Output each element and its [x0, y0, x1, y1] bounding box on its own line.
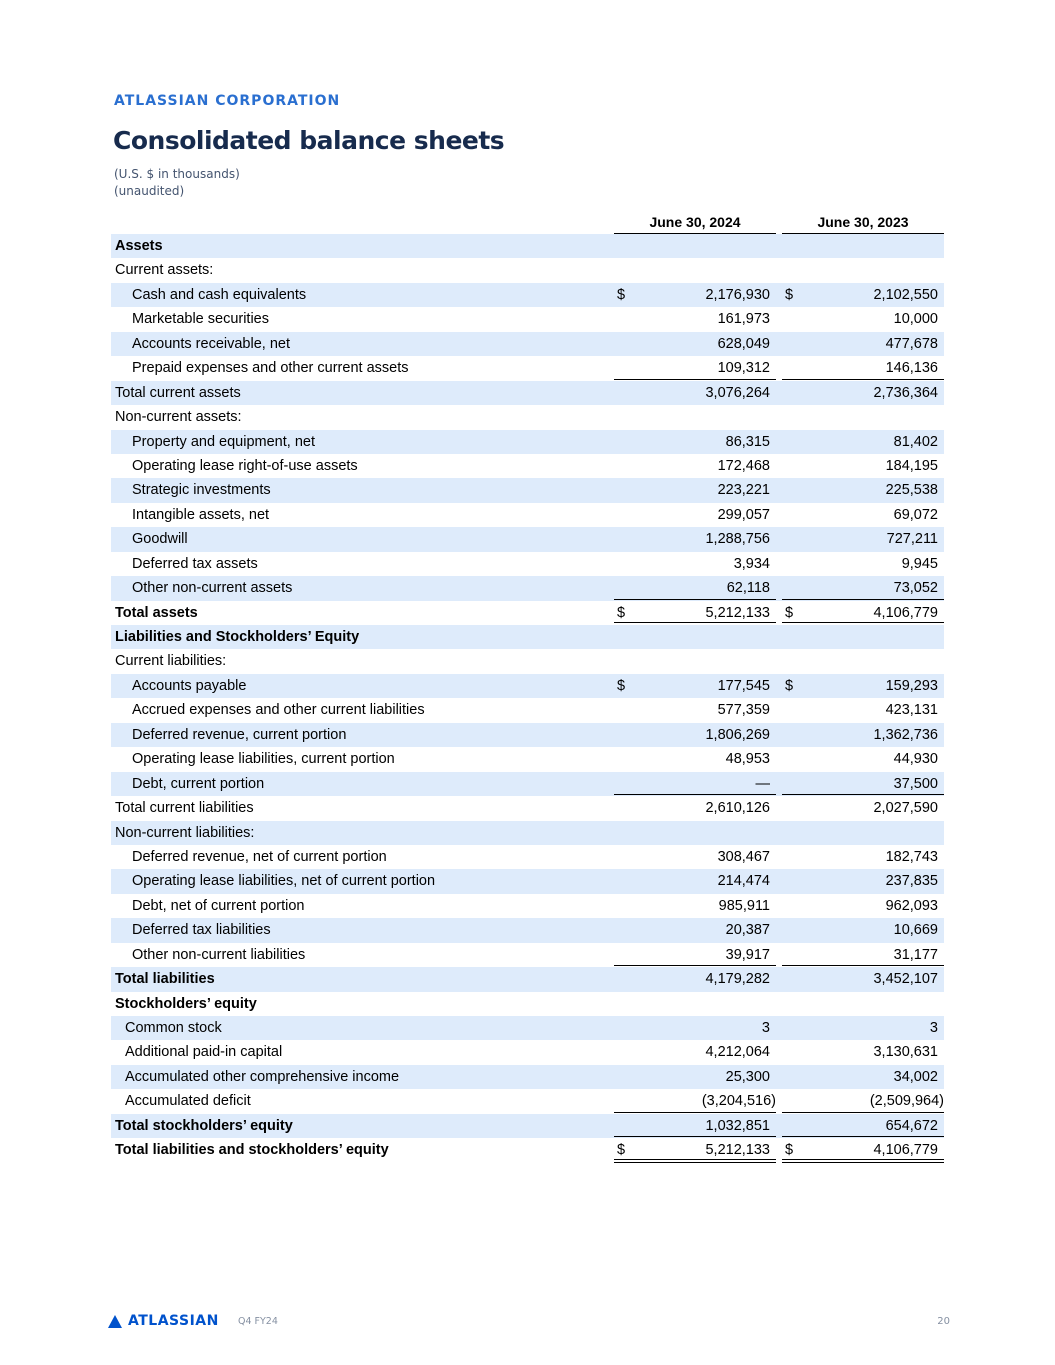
- page-number: 20: [937, 1316, 950, 1327]
- row-label: Total assets: [115, 604, 198, 621]
- table-row: [111, 674, 944, 698]
- cell-value: 48,953: [725, 751, 770, 768]
- dollar-sign: $: [617, 677, 626, 694]
- table-row: [111, 527, 944, 551]
- cell-value: 4,106,779: [873, 604, 938, 621]
- cell-value: 2,027,590: [873, 800, 938, 817]
- dollar-sign: $: [785, 604, 794, 621]
- cell-value: 86,315: [725, 433, 770, 450]
- cell-value: 1,806,269: [705, 726, 770, 743]
- cell-value: 146,136: [885, 360, 938, 377]
- value-cell-2024: [614, 283, 776, 307]
- cell-value: 5,212,133: [705, 1142, 770, 1159]
- atlassian-logo-icon: [108, 1315, 122, 1328]
- value-cell-2024: [614, 1016, 776, 1040]
- row-label: Property and equipment, net: [132, 433, 315, 450]
- currency-note: (U.S. $ in thousands): [114, 167, 240, 181]
- cell-value: 161,973: [717, 311, 770, 328]
- row-label: Total liabilities: [115, 971, 215, 988]
- cell-value: 39,917: [725, 946, 770, 963]
- table-row: [111, 698, 944, 722]
- value-cell-2023: [782, 967, 944, 991]
- table-row: [111, 552, 944, 576]
- cell-value: 9,945: [901, 555, 938, 572]
- row-label: Other non-current assets: [132, 580, 293, 597]
- row-label: Stockholders’ equity: [115, 995, 257, 1012]
- cell-value: 2,610,126: [705, 800, 770, 817]
- row-label: Current liabilities:: [115, 653, 227, 670]
- value-cell-2023: [782, 552, 944, 576]
- value-cell-2024: [614, 1065, 776, 1089]
- value-cell-2024: [614, 356, 776, 380]
- row-label: Goodwill: [132, 531, 188, 548]
- value-cell-2023: [782, 1040, 944, 1064]
- cell-value: 308,467: [717, 848, 770, 865]
- table-row: [111, 943, 944, 967]
- value-cell-2024: [614, 307, 776, 331]
- cell-value: 985,911: [718, 897, 770, 914]
- cell-value: 214,474: [717, 873, 770, 890]
- row-label: Total stockholders’ equity: [115, 1117, 293, 1134]
- value-cell-2023: [782, 527, 944, 551]
- cell-value: 20,387: [725, 922, 770, 939]
- row-label: Deferred tax assets: [132, 555, 258, 572]
- value-cell-2023: [782, 503, 944, 527]
- table-row: [111, 405, 944, 429]
- value-cell-2023: [782, 430, 944, 454]
- cell-value: (3,204,516): [701, 1093, 776, 1110]
- value-cell-2023: [782, 478, 944, 502]
- value-cell-2023: [782, 1065, 944, 1089]
- table-row: [111, 747, 944, 771]
- row-label: Total liabilities and stockholders’ equity: [115, 1142, 389, 1159]
- row-label: Operating lease right-of-use assets: [132, 457, 358, 474]
- row-label: Current assets:: [115, 262, 214, 279]
- cell-value: 62,118: [726, 580, 770, 597]
- value-cell-2023: [782, 1016, 944, 1040]
- value-cell-2024: [614, 967, 776, 991]
- table-row: [111, 332, 944, 356]
- table-row: [111, 478, 944, 502]
- cell-value: 3: [929, 1020, 938, 1036]
- table-row: [111, 258, 944, 282]
- footer-logo: [108, 1313, 219, 1329]
- value-cell-2024: [614, 772, 776, 796]
- row-label: Non-current liabilities:: [115, 824, 255, 841]
- cell-value: 73,052: [893, 580, 938, 597]
- balance-sheet-table: [111, 234, 944, 1163]
- value-cell-2023: [782, 307, 944, 331]
- cell-value: 477,678: [885, 335, 938, 352]
- value-cell-2024: [614, 478, 776, 502]
- page-title: Consolidated balance sheets: [113, 126, 505, 155]
- company-name: ATLASSIAN CORPORATION: [114, 93, 341, 109]
- row-label: Deferred revenue, current portion: [132, 726, 347, 743]
- cell-value: 1,362,736: [873, 726, 938, 743]
- cell-value: 69,072: [893, 506, 938, 523]
- row-label: Debt, net of current portion: [132, 897, 305, 914]
- table-row: [111, 381, 944, 405]
- cell-value: 31,177: [893, 946, 938, 963]
- value-cell-2024: [614, 1138, 776, 1163]
- table-row: [111, 1065, 944, 1089]
- value-cell-2024: [614, 527, 776, 551]
- cell-value: 654,672: [885, 1117, 938, 1134]
- value-cell-2023: [782, 698, 944, 722]
- table-row: [111, 503, 944, 527]
- value-cell-2023: [782, 283, 944, 307]
- table-row: [111, 356, 944, 380]
- value-cell-2024: [614, 723, 776, 747]
- row-label: Deferred tax liabilities: [132, 922, 271, 939]
- cell-value: 81,402: [893, 433, 938, 450]
- row-label: Additional paid-in capital: [125, 1044, 283, 1061]
- column-header-2024: June 30, 2024: [614, 214, 776, 234]
- cell-value: 4,106,779: [873, 1142, 938, 1159]
- row-label: Operating lease liabilities, net of current portion: [132, 873, 436, 890]
- dollar-sign: $: [617, 1142, 626, 1159]
- value-cell-2024: [614, 747, 776, 771]
- value-cell-2024: [614, 1089, 776, 1113]
- value-cell-2023: [782, 894, 944, 918]
- table-row: [111, 723, 944, 747]
- table-row: [111, 234, 944, 258]
- row-label: Accounts payable: [132, 677, 247, 694]
- value-cell-2024: [614, 1040, 776, 1064]
- row-label: Non-current assets:: [115, 409, 242, 426]
- value-cell-2024: [614, 381, 776, 405]
- table-row: [111, 307, 944, 331]
- table-row: [111, 772, 944, 796]
- table-row: [111, 1114, 944, 1138]
- row-label: Intangible assets, net: [132, 506, 270, 523]
- row-label: Prepaid expenses and other current assets: [132, 360, 409, 377]
- value-cell-2023: [782, 845, 944, 869]
- table-row: [111, 1040, 944, 1064]
- cell-value: 628,049: [717, 335, 770, 352]
- row-label: Strategic investments: [132, 482, 271, 499]
- cell-value: 3: [761, 1020, 770, 1036]
- table-row: [111, 967, 944, 991]
- row-label: Accrued expenses and other current liabilities: [132, 702, 425, 719]
- row-label: Operating lease liabilities, current portion: [132, 751, 395, 768]
- value-cell-2023: [782, 1089, 944, 1113]
- cell-value: 1,288,756: [705, 531, 770, 548]
- row-label: Common stock: [125, 1020, 222, 1036]
- value-cell-2023: [782, 454, 944, 478]
- row-label: Marketable securities: [132, 311, 269, 328]
- dollar-sign: $: [617, 286, 626, 303]
- cell-value: 3,130,631: [873, 1044, 938, 1061]
- dollar-sign: $: [785, 677, 794, 694]
- dollar-sign: $: [785, 1142, 794, 1159]
- value-cell-2024: [614, 1114, 776, 1138]
- cell-value: —: [755, 775, 770, 792]
- cell-value: 10,669: [893, 922, 938, 939]
- value-cell-2024: [614, 943, 776, 967]
- cell-value: 2,736,364: [873, 384, 938, 401]
- table-row: [111, 430, 944, 454]
- value-cell-2024: [614, 845, 776, 869]
- value-cell-2023: [782, 869, 944, 893]
- cell-value: 109,312: [717, 360, 770, 377]
- value-cell-2023: [782, 747, 944, 771]
- value-cell-2024: [614, 698, 776, 722]
- cell-value: 5,212,133: [705, 604, 770, 621]
- cell-value: 44,930: [893, 751, 938, 768]
- table-row: [111, 625, 944, 649]
- row-label: Other non-current liabilities: [132, 946, 306, 963]
- cell-value: 1,032,851: [705, 1117, 770, 1134]
- row-label: Total current liabilities: [115, 800, 254, 817]
- table-row: [111, 454, 944, 478]
- cell-value: 4,212,064: [705, 1044, 770, 1061]
- table-row: [111, 845, 944, 869]
- value-cell-2023: [782, 576, 944, 600]
- value-cell-2024: [614, 674, 776, 698]
- value-cell-2023: [782, 772, 944, 796]
- cell-value: 2,176,930: [705, 286, 770, 303]
- row-label: Accounts receivable, net: [132, 335, 290, 352]
- table-row: [111, 601, 944, 625]
- cell-value: 3,452,107: [873, 971, 938, 988]
- table-row: [111, 649, 944, 673]
- cell-value: 182,743: [885, 848, 938, 865]
- value-cell-2024: [614, 601, 776, 626]
- cell-value: 34,002: [893, 1068, 938, 1085]
- table-row: [111, 821, 944, 845]
- cell-value: (2,509,964): [869, 1093, 944, 1110]
- cell-value: 423,131: [885, 702, 938, 719]
- cell-value: 10,000: [893, 311, 938, 328]
- value-cell-2023: [782, 1138, 944, 1163]
- table-row: [111, 918, 944, 942]
- value-cell-2024: [614, 430, 776, 454]
- table-row: [111, 894, 944, 918]
- cell-value: 4,179,282: [705, 971, 770, 988]
- value-cell-2023: [782, 796, 944, 820]
- value-cell-2024: [614, 869, 776, 893]
- value-cell-2023: [782, 356, 944, 380]
- audit-note: (unaudited): [114, 184, 185, 198]
- value-cell-2024: [614, 454, 776, 478]
- row-label: Liabilities and Stockholders’ Equity: [115, 629, 360, 645]
- footer-brand: ATLASSIAN: [128, 1313, 219, 1329]
- cell-value: 3,934: [733, 555, 770, 572]
- cell-value: 577,359: [717, 702, 770, 719]
- table-row: [111, 283, 944, 307]
- cell-value: 962,093: [885, 897, 938, 914]
- cell-value: 159,293: [885, 677, 938, 694]
- row-label: Total current assets: [115, 384, 241, 401]
- table-row: [111, 576, 944, 600]
- cell-value: 172,468: [717, 457, 770, 474]
- dollar-sign: $: [785, 286, 794, 303]
- dollar-sign: $: [617, 604, 626, 621]
- cell-value: 25,300: [725, 1068, 770, 1085]
- cell-value: 225,538: [885, 482, 938, 499]
- value-cell-2023: [782, 601, 944, 626]
- footer-quarter: Q4 FY24: [238, 1316, 278, 1327]
- value-cell-2023: [782, 723, 944, 747]
- value-cell-2023: [782, 381, 944, 405]
- value-cell-2024: [614, 332, 776, 356]
- column-header-2023: June 30, 2023: [782, 214, 944, 234]
- value-cell-2024: [614, 918, 776, 942]
- cell-value: 237,835: [885, 873, 938, 890]
- row-label: Cash and cash equivalents: [132, 286, 307, 303]
- cell-value: 37,500: [893, 775, 938, 792]
- table-row: [111, 796, 944, 820]
- table-row: [111, 869, 944, 893]
- value-cell-2024: [614, 552, 776, 576]
- cell-value: 177,545: [717, 677, 770, 694]
- value-cell-2023: [782, 943, 944, 967]
- row-label: Assets: [115, 238, 163, 254]
- table-row: [111, 1016, 944, 1040]
- cell-value: 184,195: [885, 457, 938, 474]
- cell-value: 299,057: [717, 506, 770, 523]
- cell-value: 2,102,550: [873, 286, 938, 303]
- row-label: Accumulated other comprehensive income: [125, 1068, 400, 1085]
- cell-value: 223,221: [717, 482, 770, 499]
- table-row: [111, 992, 944, 1016]
- value-cell-2024: [614, 503, 776, 527]
- value-cell-2023: [782, 1114, 944, 1138]
- row-label: Accumulated deficit: [125, 1093, 251, 1110]
- table-row: [111, 1089, 944, 1113]
- value-cell-2024: [614, 576, 776, 600]
- value-cell-2023: [782, 918, 944, 942]
- cell-value: 727,211: [886, 531, 938, 548]
- row-label: Debt, current portion: [132, 775, 265, 792]
- table-row: [111, 1138, 944, 1162]
- value-cell-2024: [614, 796, 776, 820]
- cell-value: 3,076,264: [705, 384, 770, 401]
- row-label: Deferred revenue, net of current portion: [132, 848, 387, 865]
- value-cell-2023: [782, 332, 944, 356]
- value-cell-2024: [614, 894, 776, 918]
- value-cell-2023: [782, 674, 944, 698]
